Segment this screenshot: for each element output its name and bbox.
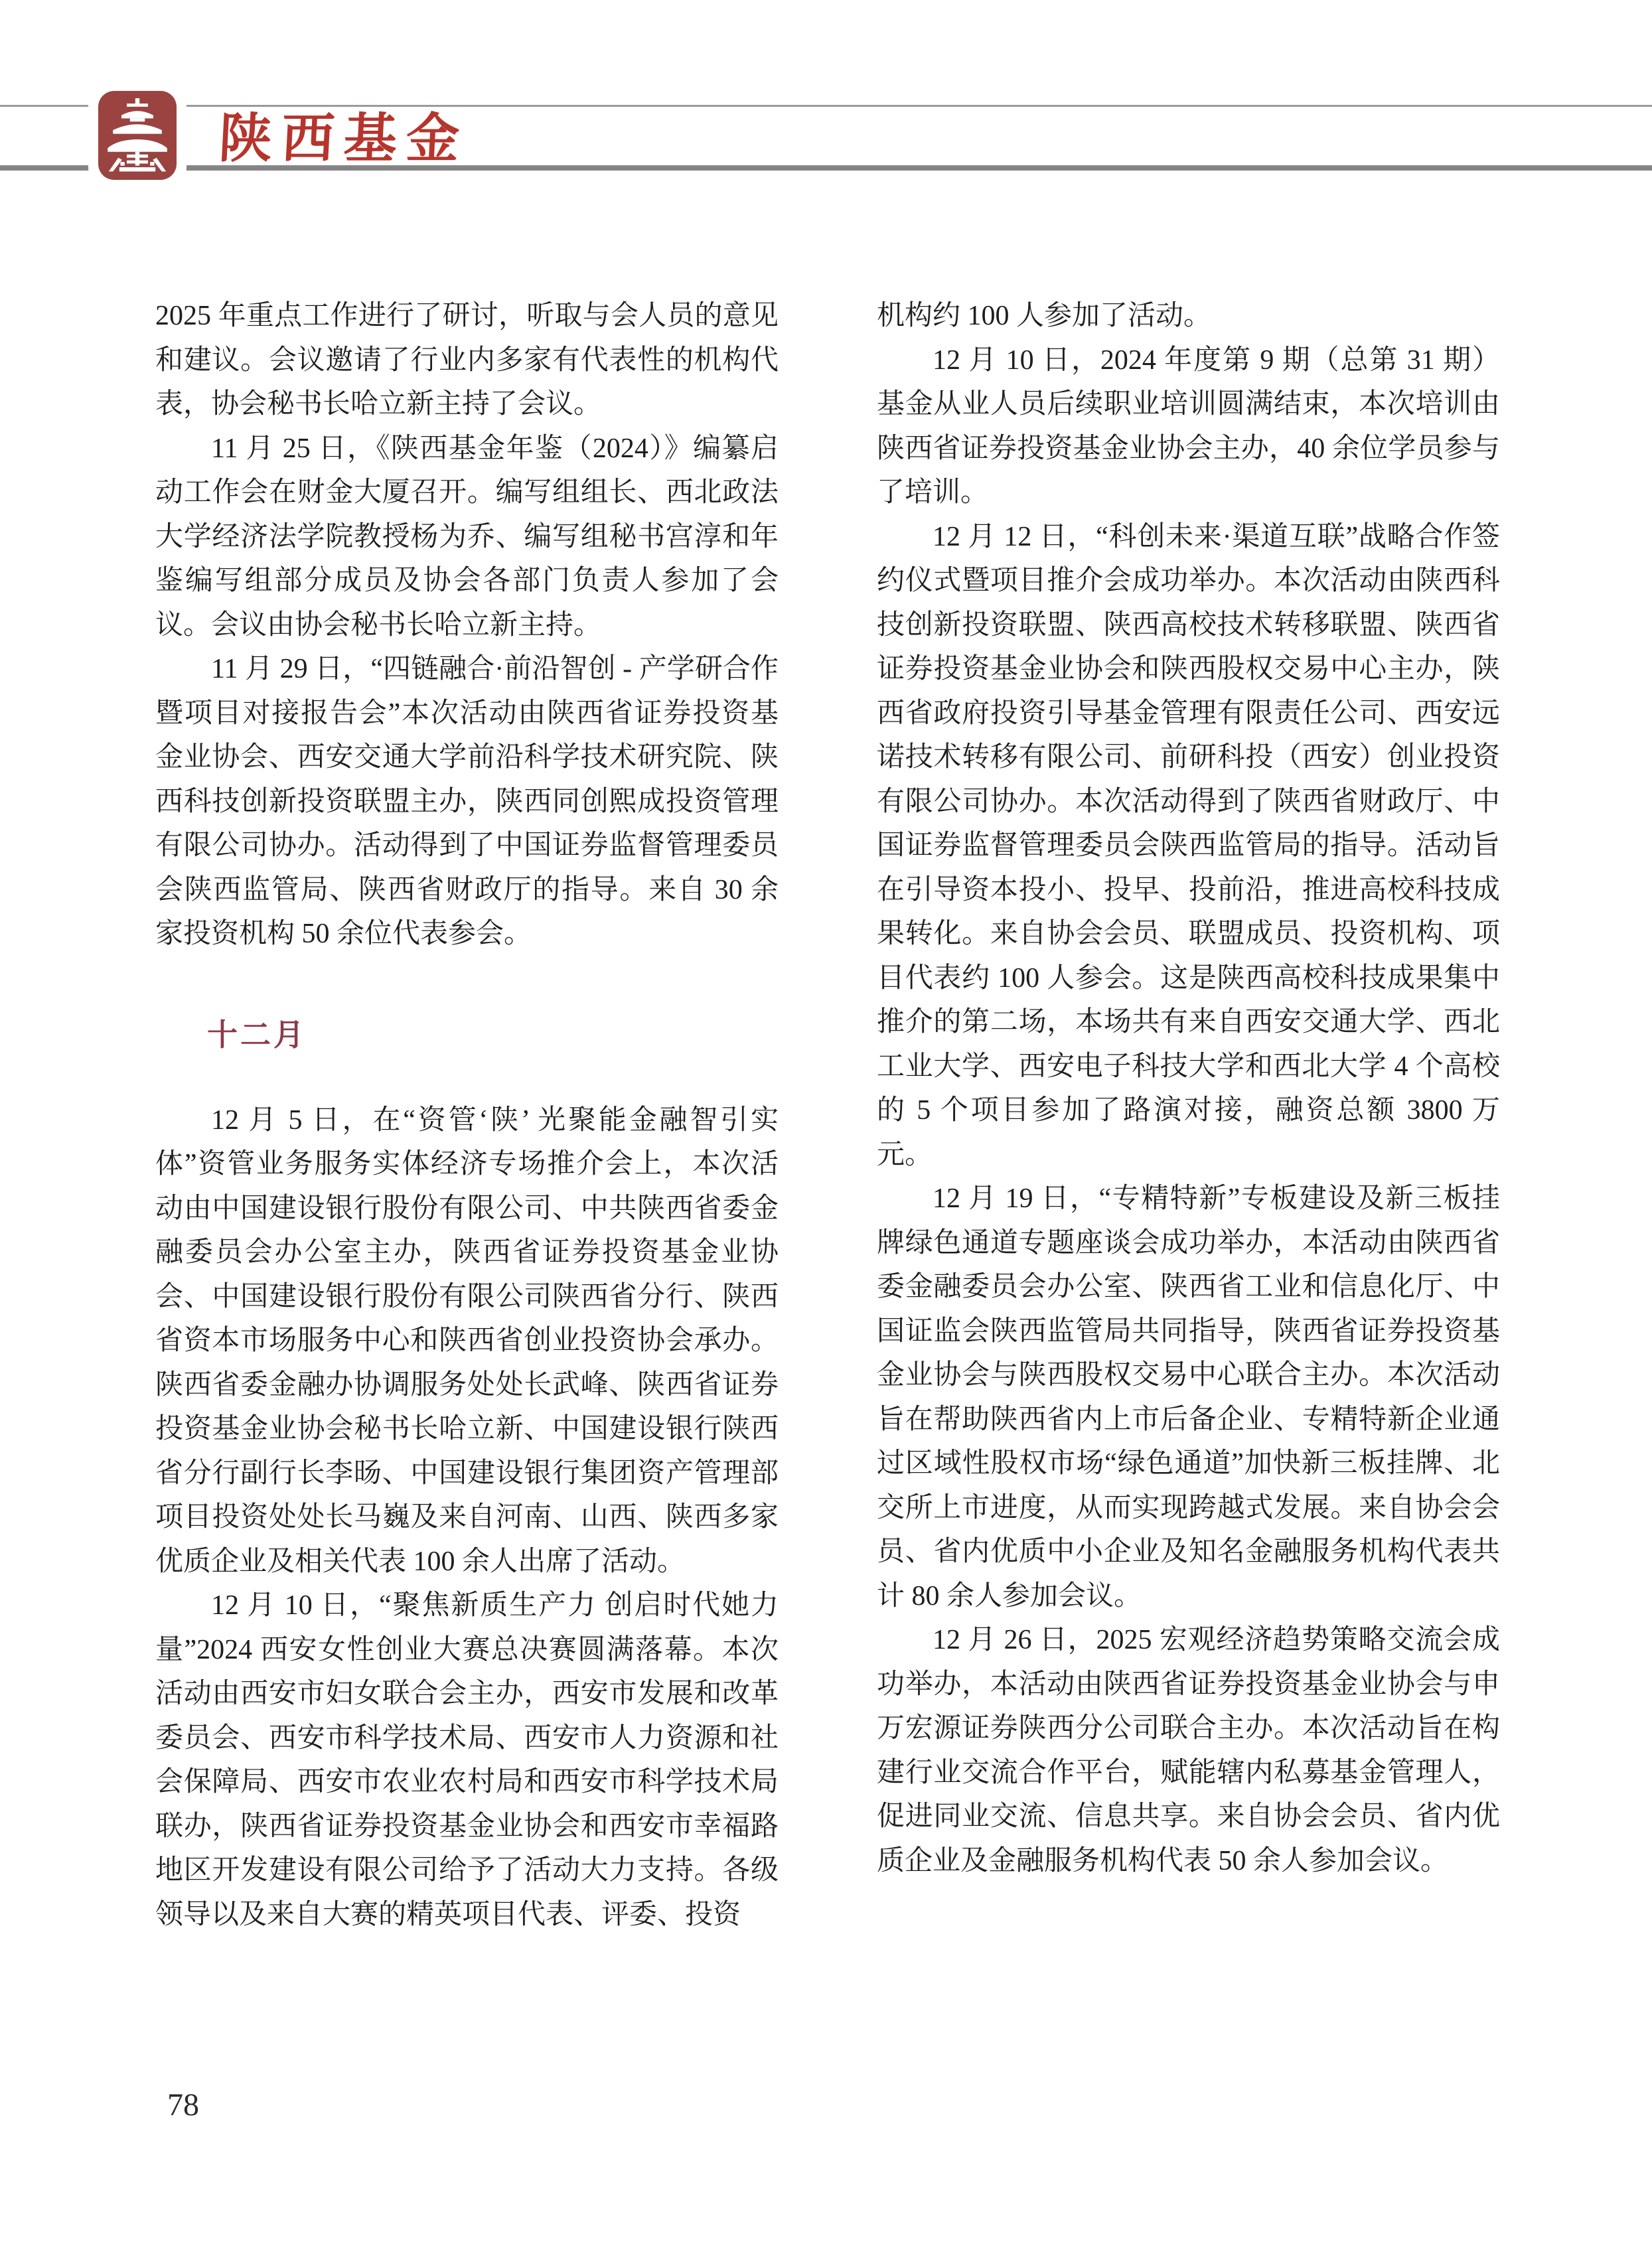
body-paragraph: 12 月 12 日，“科创未来·渠道互联”战略合作签约仪式暨项目推介会成功举办。本次活动由陕西科技创新投资联盟、陕西高校技术转移联盟、陕西省证券投资基金业协会和陕西股权交易中心主办，陕西省政府投资引导基金管理有限责任公司、西安远诺技术转移有限公司、前研科投（西安）创业投资有限公司协办。本次活动得到了陕西省财政厅、中国证券监督管理委员会陕西监管局的指导。活动旨在引导资本投小、投早、投前沿，推进高校科技成果转化。来自协会会员、联盟成员、投资机构、项目代表约 100 人参会。这是陕西高校科技成果集中推介的第二场，本场共有来自西安交通大学、西北工业大学、西安电子科技大学和西北大学 4 个高校的 5 个项目参加了路演对接，融资总额 3800 万元。 (877, 521, 1500, 1170)
body-paragraph: 12 月 10 日，2024 年度第 9 期（总第 31 期）基金从业人员后续职业培训圆满结束，本次培训由陕西省证券投资基金业协会主办，40 余位学员参与了培训。 (877, 344, 1500, 508)
body-paragraph: 12 月 26 日，2025 宏观经济趋势策略交流会成功举办，本活动由陕西省证券投资基金业协会与申万宏源证券陕西分公司联合主办。本次活动旨在构建行业交流合作平台，赋能辖内私募基金管理人，促进同业交流、信息共享。来自协会会员、省内优质企业及金融服务机构代表 50 余人参加会议。 (877, 1625, 1500, 1876)
article-body (155, 294, 1500, 1937)
shaanxi-fund-logo (88, 81, 187, 190)
body-paragraph: 机构约 100 人参加了活动。 (877, 301, 1212, 331)
left-column (155, 294, 779, 1937)
body-paragraph: 11 月 25 日，《陕西基金年鉴（2024）》编纂启动工作会在财金大厦召开。编写组组长、西北政法大学经济法学院教授杨为乔、编写组秘书宫淳和年鉴编写组部分成员及协会各部门负责人参加了会议。会议由协会秘书长哈立新主持。 (155, 433, 779, 640)
body-paragraph: 2025 年重点工作进行了研讨，听取与会人员的意见和建议。会议邀请了行业内多家有代表性的机构代表，协会秘书长哈立新主持了会议。 (155, 301, 779, 419)
brand-title-calligraphy: 陕西基金 (217, 107, 471, 169)
body-paragraph: 11 月 29 日，“四链融合·前沿智创 - 产学研合作暨项目对接报告会”本次活动由陕西省证券投资基金业协会、西安交通大学前沿科学技术研究院、陕西科技创新投资联盟主办，陕西同创熙成投资管理有限公司协办。活动得到了中国证券监督管理委员会陕西监管局、陕西省财政厅的指导。来自 30 余家投资机构 50 余位代表参会。 (155, 654, 779, 949)
logo-seal-background (98, 91, 177, 180)
pagoda-seal-icon (106, 98, 169, 173)
right-column (877, 294, 1500, 1937)
body-paragraph: 12 月 10 日，“聚焦新质生产力 创启时代她力量”2024 西安女性创业大赛总决赛圆满落幕。本次活动由西安市妇女联合会主办，西安市发展和改革委员会、西安市科学技术局、西安市人力资源和社会保障局、西安市农业农村局和西安市科学技术局联办，陕西省证券投资基金业协会和西安市幸福路地区开发建设有限公司给予了活动大力支持。各级领导以及来自大赛的精英项目代表、评委、投资 (155, 1590, 779, 1930)
month-section-heading: 十二月 (207, 1017, 307, 1052)
body-paragraph: 12 月 19 日，“专精特新”专板建设及新三板挂牌绿色通道专题座谈会成功举办，本活动由陕西省委金融委员会办公室、陕西省工业和信息化厅、中国证监会陕西监管局共同指导，陕西省证券投资基金业协会与陕西股权交易中心联合主办。本次活动旨在帮助陕西省内上市后备企业、专精特新企业通过区域性股权市场“绿色通道”加快新三板挂牌、北交所上市进度，从而实现跨越式发展。来自协会会员、省内优质中小企业及知名金融服务机构代表共计 80 余人参加会议。 (877, 1183, 1500, 1611)
body-paragraph: 12 月 5 日，在“资管‘陕’ 光聚能金融智引实体”资管业务服务实体经济专场推介会上，本次活动由中国建设银行股份有限公司、中共陕西省委金融委员会办公室主办，陕西省证券投资基金业协会、中国建设银行股份有限公司陕西省分行、陕西省资本市场服务中心和陕西省创业投资协会承办。陕西省委金融办协调服务处处长武峰、陕西省证券投资基金业协会秘书长哈立新、中国建设银行陕西省分行副行长李旸、中国建设银行集团资产管理部项目投资处处长马巍及来自河南、山西、陕西多家优质企业及相关代表 100 余人出席了活动。 (155, 1104, 779, 1577)
page-number: 78 (167, 2087, 199, 2123)
